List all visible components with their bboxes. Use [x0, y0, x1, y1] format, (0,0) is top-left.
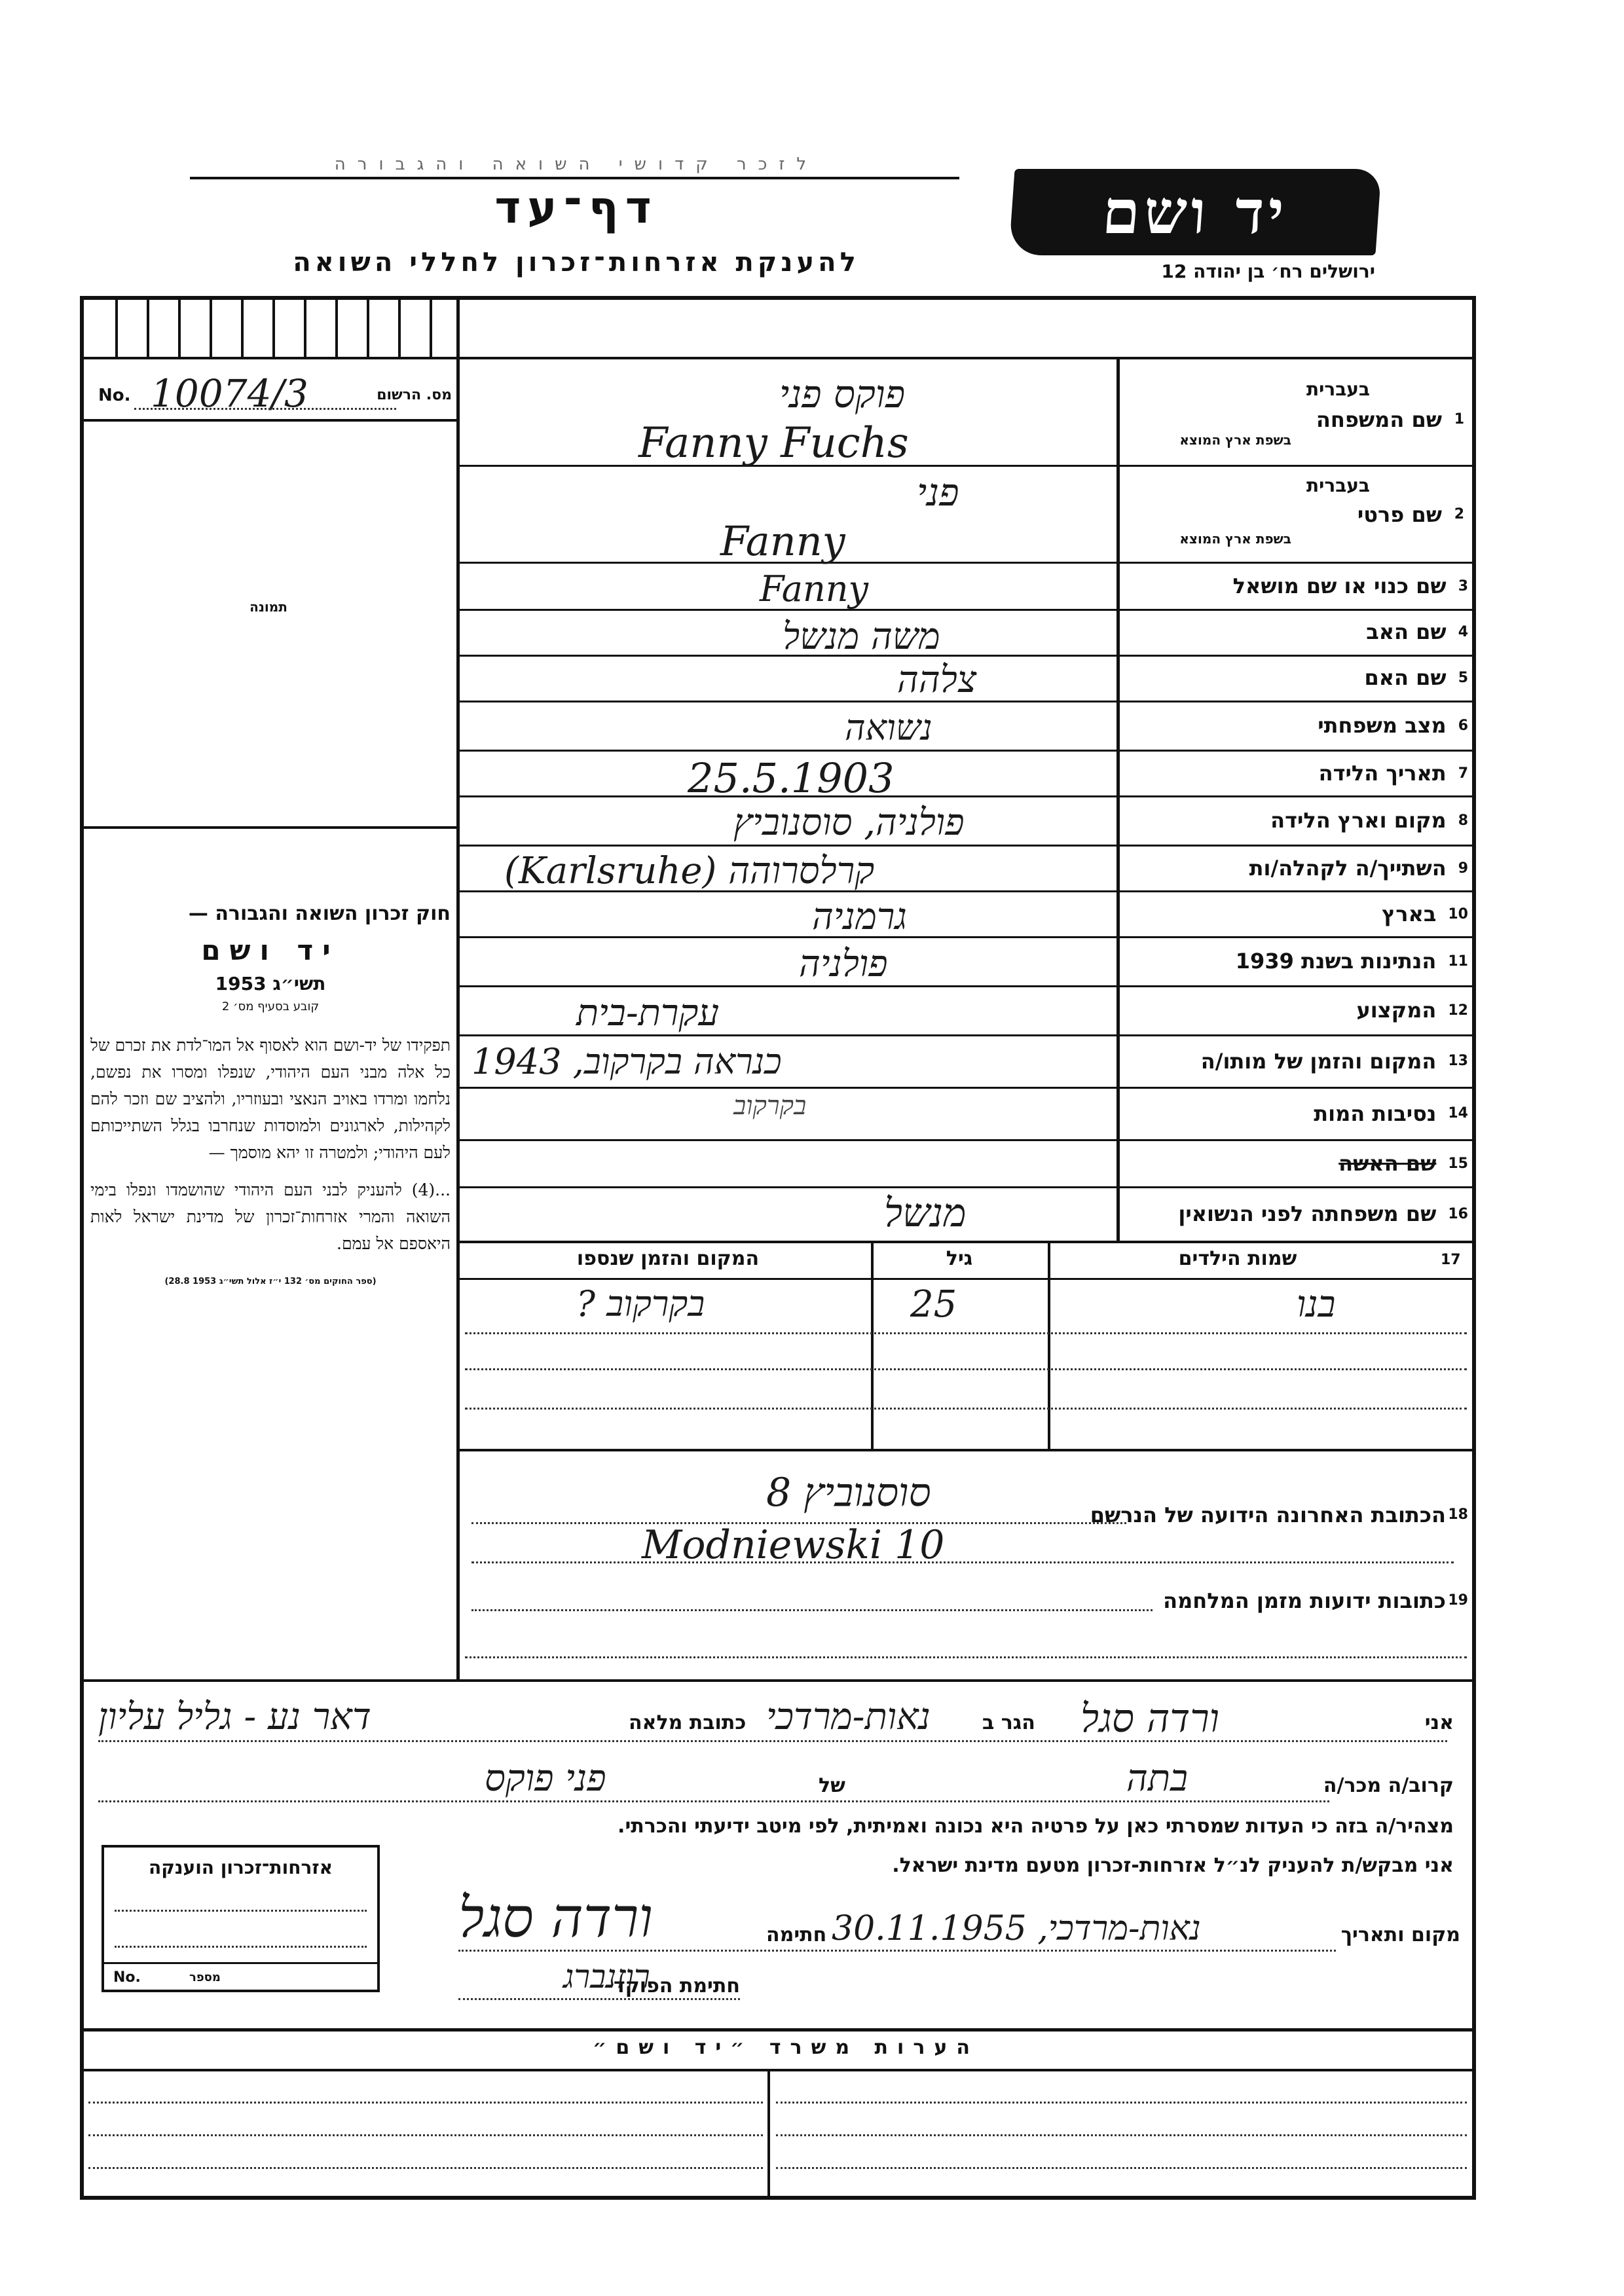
- children-col-age: גיל: [946, 1247, 973, 1270]
- registration-no-row: [98, 371, 452, 416]
- child-age: 25: [910, 1283, 957, 1326]
- field-6-num: 6: [1458, 717, 1468, 734]
- child-name: בנו: [1297, 1283, 1336, 1326]
- field-4-value: משה מנשל: [783, 615, 940, 658]
- field-1-family-name: [1121, 367, 1468, 462]
- declaration-ani-value: ורדה סגל: [1080, 1696, 1220, 1741]
- field-15-label: שם האשה: [1338, 1151, 1437, 1176]
- citizenship-title: אזרחות־זכרון הוענקה: [149, 1857, 333, 1878]
- declaration-line-2: [92, 1755, 1467, 1807]
- children-row-1: [458, 1283, 1472, 1329]
- citizenship-no-he: מספר: [189, 1971, 221, 1984]
- field-15-label-row: [1121, 1141, 1468, 1186]
- field-2-sub2: בשפת ארץ המוצא: [1179, 531, 1291, 547]
- field-16-num: 16: [1448, 1205, 1468, 1222]
- field-3-value: Fanny: [760, 568, 869, 610]
- declaration-relation-label: קרוב/ה מכר/ה: [1323, 1774, 1454, 1797]
- declaration-line-1: [92, 1689, 1467, 1748]
- field-1-sub1: בעברית: [1306, 378, 1370, 400]
- office-notes-title: הערות משרד ״יד ושם״: [593, 2036, 979, 2059]
- declaration-resident-value: נאות-מרדכי: [766, 1696, 931, 1738]
- field-18-value-latin: Modniewski 10: [642, 1522, 945, 1568]
- place-date-value: נאות-מרדכי, 30.11.1955: [832, 1909, 1201, 1948]
- field-8-label: מקום וארץ הלידה: [1270, 808, 1447, 833]
- registration-no-value: 10074/3: [151, 371, 308, 416]
- field-1-num: 1: [1454, 411, 1464, 428]
- field-4-label: שם האב: [1366, 619, 1447, 644]
- declaration-address-label: כתובת מלאה: [629, 1711, 747, 1734]
- address: ירושלים רח׳ בן יהודה 12: [1161, 261, 1375, 282]
- field-8-num: 8: [1458, 812, 1468, 829]
- field-2-value-hebrew: פני: [917, 470, 959, 515]
- children-col-place: המקום והזמן שנספו: [576, 1247, 760, 1270]
- field-6-label-row: [1121, 702, 1468, 748]
- field-13-label: המקום והזמן של מותו/ה: [1200, 1048, 1437, 1074]
- field-9-label: השתייך/ה לקהלה/ות: [1249, 856, 1447, 881]
- law-title: חוק זכרון השואה והגבורה —: [188, 902, 451, 925]
- field-1-sub2: בשפת ארץ המוצא: [1179, 432, 1291, 448]
- field-1-value-hebrew: פוקס פני: [779, 372, 906, 416]
- field-11-label-row: [1121, 938, 1468, 984]
- law-ref: קובע בסעיף מס׳ 2: [221, 1000, 320, 1013]
- form-subtitle: להענקת אזרחות־זכרון לחללי השואה: [293, 247, 860, 278]
- declaration-place-date-row: [458, 1886, 1467, 1958]
- field-2-num: 2: [1454, 506, 1464, 522]
- field-11-num: 11: [1448, 953, 1468, 970]
- place-date-label: מקום ותאריך: [1340, 1923, 1460, 1946]
- field-7-num: 7: [1458, 765, 1468, 782]
- field-15-num: 15: [1448, 1155, 1468, 1172]
- field-3-label: שם כנוי או שם מושאל: [1232, 574, 1447, 598]
- field-5-label: שם האם: [1364, 665, 1447, 690]
- field-7-label: תאריך הלידה: [1318, 761, 1447, 786]
- child-place: בקרקוב ?: [576, 1283, 705, 1324]
- field-12-num: 12: [1448, 1002, 1468, 1019]
- official-signature-row: [458, 1958, 1467, 2003]
- field-14-num: 14: [1448, 1105, 1468, 1121]
- field-18-value-hebrew: סוסנוביץ 8: [766, 1470, 931, 1516]
- form-title: דף־עד: [494, 182, 658, 234]
- field-11-label: הנתינות בשנת 1939: [1235, 949, 1437, 974]
- field-2-label: שם פרטי: [1357, 502, 1442, 527]
- field-12-label: המקצוע: [1356, 998, 1437, 1023]
- declaration-address-value: דאר נע - גליל עליון: [98, 1696, 371, 1738]
- declaration-ani-label: אני: [1424, 1711, 1454, 1734]
- field-6-label: מצב משפחתי: [1318, 713, 1447, 738]
- citizenship-box: [101, 1845, 380, 1992]
- official-label: חתימת הפוקד: [614, 1975, 740, 1997]
- field-13-value-line2: בקרקוב: [733, 1091, 807, 1121]
- children-num: 17: [1441, 1252, 1461, 1268]
- field-12-value: עקרת-בית: [576, 992, 720, 1034]
- field-7-label-row: [1121, 752, 1468, 795]
- field-13-label-row: [1121, 1036, 1468, 1085]
- declaration-of-value: פני פוקס: [485, 1757, 606, 1800]
- field-11-value: פולניה: [799, 943, 888, 985]
- law-year: תשי״ג 1953: [215, 973, 326, 994]
- signature-value: ורדה סגל: [458, 1886, 653, 1950]
- field-5-label-row: [1121, 656, 1468, 699]
- logo-text: יד ושם: [1099, 177, 1291, 247]
- field-16-value: מנשל: [884, 1190, 967, 1236]
- yad-vashem-logo: [1008, 169, 1381, 255]
- declaration-relation-value: בתה: [1126, 1757, 1188, 1800]
- header-boxes: [84, 296, 458, 358]
- field-13-value: כנראה בקרקוב, 1943: [471, 1041, 782, 1082]
- field-7-value: 25.5.1903: [688, 754, 895, 802]
- law-para2: ...(4) להעניק לבני העם היהודי שהושמדו ונפלו בימי השואה והמרי אזרחות־זכרון של מדינת ישראל לאות היאספם אל עמם.: [90, 1180, 451, 1253]
- field-12-label-row: [1121, 987, 1468, 1033]
- field-9-value: קרלסרוהה (Karlsruhe): [504, 850, 875, 892]
- field-18-row: [458, 1457, 1472, 1568]
- official-value: רוזנברג: [563, 1958, 650, 1995]
- field-14-label-row: [1121, 1089, 1468, 1138]
- law-box: [90, 902, 451, 1465]
- field-10-value: גרמניה: [812, 896, 907, 938]
- law-name: יד ושם: [201, 934, 340, 966]
- field-2-first-name: [1121, 468, 1468, 560]
- field-10-label-row: [1121, 892, 1468, 936]
- field-5-num: 5: [1458, 669, 1468, 686]
- law-source: (ספר החוקים מס׳ 132 י״ז אלול תשי״ג 1953 28.8): [164, 1277, 377, 1286]
- declaration-of-label: של: [819, 1774, 845, 1797]
- field-10-label: בארץ: [1382, 902, 1437, 926]
- field-19-label: כתובות ידועות מזמן המלחמה: [1163, 1588, 1446, 1613]
- field-19-num: 19: [1448, 1592, 1468, 1609]
- field-4-label-row: [1121, 610, 1468, 653]
- field-3-label-row: [1121, 564, 1468, 608]
- field-2-value-latin: Fanny: [720, 517, 845, 565]
- field-6-value: נשואה: [845, 707, 932, 748]
- field-8-label-row: [1121, 797, 1468, 843]
- field-9-num: 9: [1458, 860, 1468, 877]
- field-10-num: 10: [1448, 905, 1468, 922]
- field-1-value-latin: Fanny Fuchs: [638, 419, 909, 467]
- field-2-sub1: בעברית: [1306, 475, 1370, 496]
- registration-no-he-label: מס. הרשום: [377, 387, 452, 403]
- signature-label: חתימה: [766, 1923, 827, 1946]
- declaration-statement-1: מצהיר/ה בזה כי העדות שמסרתי כאן על פרטיה היא נכונה ואמיתית, לפי מיטב ידיעתי והכרתי.: [618, 1815, 1454, 1838]
- field-4-num: 4: [1458, 623, 1468, 640]
- law-para1: תפקידו של יד-ושם הוא לאסוף אל המו־לדת את זכרם של כל אלה מבני העם היהודי, שנפלו ומסרו את נפשם, נלחמו ומרדו באויב הנאצי ובעוזריו, ולהציב שם וזכר להם לקהילות, לארגונים ולמוסדות שנחרבו בגלל השתייכותם לעם היהודי; ולמטרה זו יהא מוסמך —: [90, 1036, 451, 1162]
- declaration-statement-2: אני מבקש/ת להעניק לנ״ל אזרחות-זכרון מטעם מדינת ישראל.: [892, 1854, 1454, 1877]
- registration-no-label: No.: [98, 386, 131, 405]
- field-19-row: [458, 1578, 1472, 1617]
- field-14-label: נסיבות המות: [1314, 1101, 1437, 1126]
- children-col-names: שמות הילדים: [1178, 1247, 1297, 1270]
- field-8-value: פולניה, סוסנוביץ: [733, 801, 965, 844]
- field-9-label-row: [1121, 847, 1468, 890]
- field-13-num: 13: [1448, 1053, 1468, 1069]
- field-16-label-row: [1121, 1188, 1468, 1239]
- field-3-num: 3: [1458, 577, 1468, 594]
- citizenship-no-label: No.: [113, 1969, 141, 1986]
- photo-label: תמונה: [249, 599, 287, 615]
- field-1-label: שם המשפחה: [1316, 407, 1442, 432]
- field-18-num: 18: [1448, 1506, 1468, 1523]
- field-5-value: צלהה: [897, 659, 977, 701]
- top-line-text: לזכר קדושי השואה והגבורה: [334, 155, 819, 174]
- field-18-label: הכתובת האחרונה הידועה של הנרשם: [1090, 1503, 1446, 1527]
- field-16-label: שם משפחתה לפני הנשואין: [1178, 1201, 1437, 1226]
- declaration-resident-label: הגר ב: [982, 1711, 1035, 1734]
